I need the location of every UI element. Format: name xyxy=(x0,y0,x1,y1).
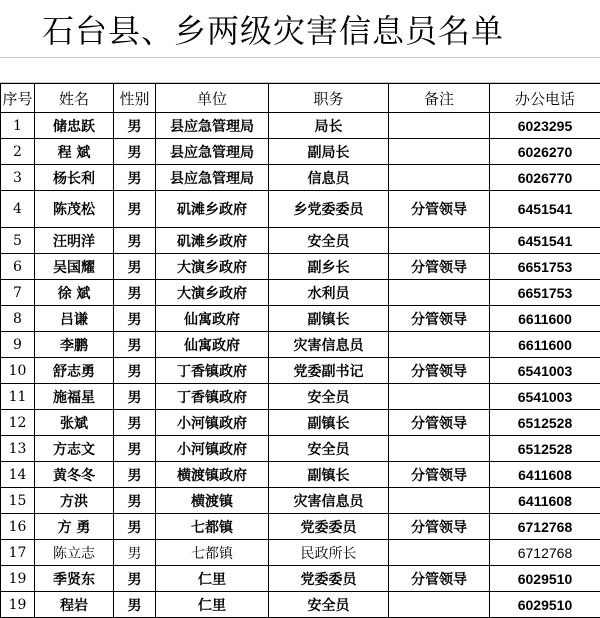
header-row xyxy=(1,84,600,113)
cell-note[interactable]: 分管领导 xyxy=(389,410,490,436)
cell-name[interactable]: 舒志勇 xyxy=(35,358,114,384)
cell-position[interactable]: 灾害信息员 xyxy=(269,332,389,358)
cell-position[interactable]: 党委委员 xyxy=(269,566,389,592)
cell-phone[interactable]: 6026770 xyxy=(490,165,600,191)
cell-position[interactable]: 局长 xyxy=(269,113,389,139)
cell-unit[interactable]: 七都镇 xyxy=(156,540,269,566)
cell-gender[interactable]: 男 xyxy=(114,384,156,410)
cell-name[interactable]: 李鹏 xyxy=(35,332,114,358)
table-row xyxy=(1,540,600,566)
cell-gender[interactable]: 男 xyxy=(114,139,156,165)
cell-no[interactable]: 12 xyxy=(1,410,35,436)
cell-phone[interactable]: 6651753 xyxy=(490,254,600,280)
cell-name[interactable]: 陈茂松 xyxy=(35,191,114,228)
cell-note[interactable] xyxy=(389,488,490,514)
table-row xyxy=(1,436,600,462)
header-name[interactable]: 姓名 xyxy=(35,84,114,113)
cell-position[interactable]: 安全员 xyxy=(269,228,389,254)
cell-unit[interactable]: 县应急管理局 xyxy=(156,113,269,139)
cell-no[interactable]: 9 xyxy=(1,332,35,358)
cell-no[interactable]: 7 xyxy=(1,280,35,306)
document-title: 石台县、乡两级灾害信息员名单 xyxy=(42,6,504,52)
cell-phone[interactable]: 6541003 xyxy=(490,384,600,410)
table-row xyxy=(1,566,600,592)
cell-position[interactable]: 党委副书记 xyxy=(269,358,389,384)
table-row xyxy=(1,592,600,618)
table-row xyxy=(1,306,600,332)
cell-note[interactable]: 分管领导 xyxy=(389,191,490,228)
table-row xyxy=(1,280,600,306)
cell-name[interactable]: 吴国耀 xyxy=(35,254,114,280)
cell-no[interactable]: 13 xyxy=(1,436,35,462)
header-no[interactable]: 序号 xyxy=(1,84,35,113)
cell-unit[interactable]: 丁香镇政府 xyxy=(156,384,269,410)
table-row xyxy=(1,228,600,254)
table-row xyxy=(1,462,600,488)
cell-position[interactable]: 民政所长 xyxy=(269,540,389,566)
cell-gender[interactable]: 男 xyxy=(114,566,156,592)
cell-unit[interactable]: 大演乡政府 xyxy=(156,254,269,280)
cell-no[interactable]: 15 xyxy=(1,488,35,514)
cell-gender[interactable]: 男 xyxy=(114,540,156,566)
cell-unit[interactable]: 七都镇 xyxy=(156,514,269,540)
cell-position[interactable]: 党委委员 xyxy=(269,514,389,540)
cell-unit[interactable]: 矶滩乡政府 xyxy=(156,228,269,254)
cell-position[interactable]: 灾害信息员 xyxy=(269,488,389,514)
cell-no[interactable]: 19 xyxy=(1,592,35,618)
cell-name[interactable]: 陈立志 xyxy=(35,540,114,566)
cell-name[interactable]: 方 勇 xyxy=(35,514,114,540)
cell-gender[interactable]: 男 xyxy=(114,306,156,332)
cell-position[interactable]: 信息员 xyxy=(269,165,389,191)
cell-note[interactable]: 分管领导 xyxy=(389,566,490,592)
cell-note[interactable] xyxy=(389,139,490,165)
cell-phone[interactable]: 6411608 xyxy=(490,488,600,514)
cell-position[interactable]: 安全员 xyxy=(269,436,389,462)
cell-name[interactable]: 季贤东 xyxy=(35,566,114,592)
cell-position[interactable]: 副镇长 xyxy=(269,306,389,332)
cell-name[interactable]: 方志文 xyxy=(35,436,114,462)
cell-no[interactable]: 11 xyxy=(1,384,35,410)
cell-note[interactable] xyxy=(389,384,490,410)
cell-note[interactable] xyxy=(389,540,490,566)
cell-gender[interactable]: 男 xyxy=(114,280,156,306)
cell-position[interactable]: 水利员 xyxy=(269,280,389,306)
cell-position[interactable]: 副镇长 xyxy=(269,410,389,436)
cell-unit[interactable]: 小河镇政府 xyxy=(156,410,269,436)
blank-row xyxy=(0,58,600,83)
cell-position[interactable]: 安全员 xyxy=(269,384,389,410)
cell-note[interactable]: 分管领导 xyxy=(389,514,490,540)
cell-name[interactable]: 黄冬冬 xyxy=(35,462,114,488)
table-row xyxy=(1,139,600,165)
cell-gender[interactable]: 男 xyxy=(114,358,156,384)
cell-note[interactable] xyxy=(389,280,490,306)
cell-note[interactable] xyxy=(389,113,490,139)
staff-table xyxy=(0,83,600,618)
cell-position[interactable]: 副镇长 xyxy=(269,462,389,488)
header-unit[interactable]: 单位 xyxy=(156,84,269,113)
cell-phone[interactable]: 6023295 xyxy=(490,113,600,139)
table-row xyxy=(1,254,600,280)
cell-unit[interactable]: 仁里 xyxy=(156,592,269,618)
cell-no[interactable]: 1 xyxy=(1,113,35,139)
cell-phone[interactable]: 6029510 xyxy=(490,592,600,618)
cell-no[interactable]: 10 xyxy=(1,358,35,384)
header-note[interactable]: 备注 xyxy=(389,84,490,113)
cell-note[interactable] xyxy=(389,332,490,358)
cell-gender[interactable]: 男 xyxy=(114,228,156,254)
cell-note[interactable]: 分管领导 xyxy=(389,358,490,384)
cell-unit[interactable]: 横渡镇 xyxy=(156,488,269,514)
table-row xyxy=(1,113,600,139)
table-row xyxy=(1,165,600,191)
cell-note[interactable]: 分管领导 xyxy=(389,462,490,488)
cell-phone[interactable]: 6411608 xyxy=(490,462,600,488)
cell-note[interactable] xyxy=(389,165,490,191)
cell-unit[interactable]: 县应急管理局 xyxy=(156,165,269,191)
cell-name[interactable]: 方洪 xyxy=(35,488,114,514)
cell-gender[interactable]: 男 xyxy=(114,332,156,358)
cell-phone[interactable]: 6512528 xyxy=(490,436,600,462)
cell-note[interactable]: 分管领导 xyxy=(389,254,490,280)
table-row xyxy=(1,384,600,410)
cell-unit[interactable]: 矶滩乡政府 xyxy=(156,191,269,228)
cell-unit[interactable]: 横渡镇政府 xyxy=(156,462,269,488)
cell-gender[interactable]: 男 xyxy=(114,488,156,514)
cell-name[interactable]: 储忠跃 xyxy=(35,113,114,139)
cell-name[interactable]: 张斌 xyxy=(35,410,114,436)
cell-name[interactable]: 吕谦 xyxy=(35,306,114,332)
cell-position[interactable]: 副乡长 xyxy=(269,254,389,280)
cell-name[interactable]: 杨长利 xyxy=(35,165,114,191)
cell-position[interactable]: 乡党委委员 xyxy=(269,191,389,228)
table-row xyxy=(1,488,600,514)
cell-name[interactable]: 程岩 xyxy=(35,592,114,618)
cell-phone[interactable]: 6512528 xyxy=(490,410,600,436)
cell-unit[interactable]: 仁里 xyxy=(156,566,269,592)
cell-note[interactable] xyxy=(389,592,490,618)
cell-no[interactable]: 16 xyxy=(1,514,35,540)
cell-phone[interactable]: 6611600 xyxy=(490,306,600,332)
cell-no[interactable]: 19 xyxy=(1,566,35,592)
cell-phone[interactable]: 6712768 xyxy=(490,540,600,566)
cell-gender[interactable]: 男 xyxy=(114,254,156,280)
cell-no[interactable]: 17 xyxy=(1,540,35,566)
cell-no[interactable]: 8 xyxy=(1,306,35,332)
cell-position[interactable]: 安全员 xyxy=(269,592,389,618)
cell-phone[interactable]: 6712768 xyxy=(490,514,600,540)
cell-no[interactable]: 2 xyxy=(1,139,35,165)
cell-phone[interactable]: 6451541 xyxy=(490,191,600,228)
cell-name[interactable]: 施福星 xyxy=(35,384,114,410)
cell-no[interactable]: 14 xyxy=(1,462,35,488)
cell-unit[interactable]: 仙寓政府 xyxy=(156,332,269,358)
cell-phone[interactable]: 6451541 xyxy=(490,228,600,254)
header-gender[interactable]: 性别 xyxy=(114,84,156,113)
cell-phone[interactable]: 6651753 xyxy=(490,280,600,306)
table-row xyxy=(1,514,600,540)
cell-gender[interactable]: 男 xyxy=(114,165,156,191)
cell-phone[interactable]: 6611600 xyxy=(490,332,600,358)
table-row xyxy=(1,410,600,436)
cell-name[interactable]: 汪明洋 xyxy=(35,228,114,254)
table-row xyxy=(1,191,600,228)
cell-no[interactable]: 6 xyxy=(1,254,35,280)
cell-gender[interactable]: 男 xyxy=(114,436,156,462)
cell-unit[interactable]: 仙寓政府 xyxy=(156,306,269,332)
cell-note[interactable]: 分管领导 xyxy=(389,306,490,332)
table-row xyxy=(1,332,600,358)
cell-phone[interactable]: 6026270 xyxy=(490,139,600,165)
cell-phone[interactable]: 6541003 xyxy=(490,358,600,384)
cell-name[interactable]: 徐 斌 xyxy=(35,280,114,306)
cell-position[interactable]: 副局长 xyxy=(269,139,389,165)
cell-gender[interactable]: 男 xyxy=(114,191,156,228)
cell-note[interactable] xyxy=(389,228,490,254)
cell-unit[interactable]: 丁香镇政府 xyxy=(156,358,269,384)
cell-no[interactable]: 4 xyxy=(1,191,35,228)
title-row xyxy=(0,0,600,58)
cell-gender[interactable]: 男 xyxy=(114,592,156,618)
cell-gender[interactable]: 男 xyxy=(114,514,156,540)
cell-gender[interactable]: 男 xyxy=(114,410,156,436)
cell-note[interactable] xyxy=(389,436,490,462)
cell-no[interactable]: 5 xyxy=(1,228,35,254)
cell-unit[interactable]: 县应急管理局 xyxy=(156,139,269,165)
cell-no[interactable]: 3 xyxy=(1,165,35,191)
header-phone[interactable]: 办公电话 xyxy=(490,84,600,113)
cell-gender[interactable]: 男 xyxy=(114,113,156,139)
cell-name[interactable]: 程 斌 xyxy=(35,139,114,165)
cell-unit[interactable]: 大演乡政府 xyxy=(156,280,269,306)
cell-phone[interactable]: 6029510 xyxy=(490,566,600,592)
cell-gender[interactable]: 男 xyxy=(114,462,156,488)
header-position[interactable]: 职务 xyxy=(269,84,389,113)
table-row xyxy=(1,358,600,384)
cell-unit[interactable]: 小河镇政府 xyxy=(156,436,269,462)
